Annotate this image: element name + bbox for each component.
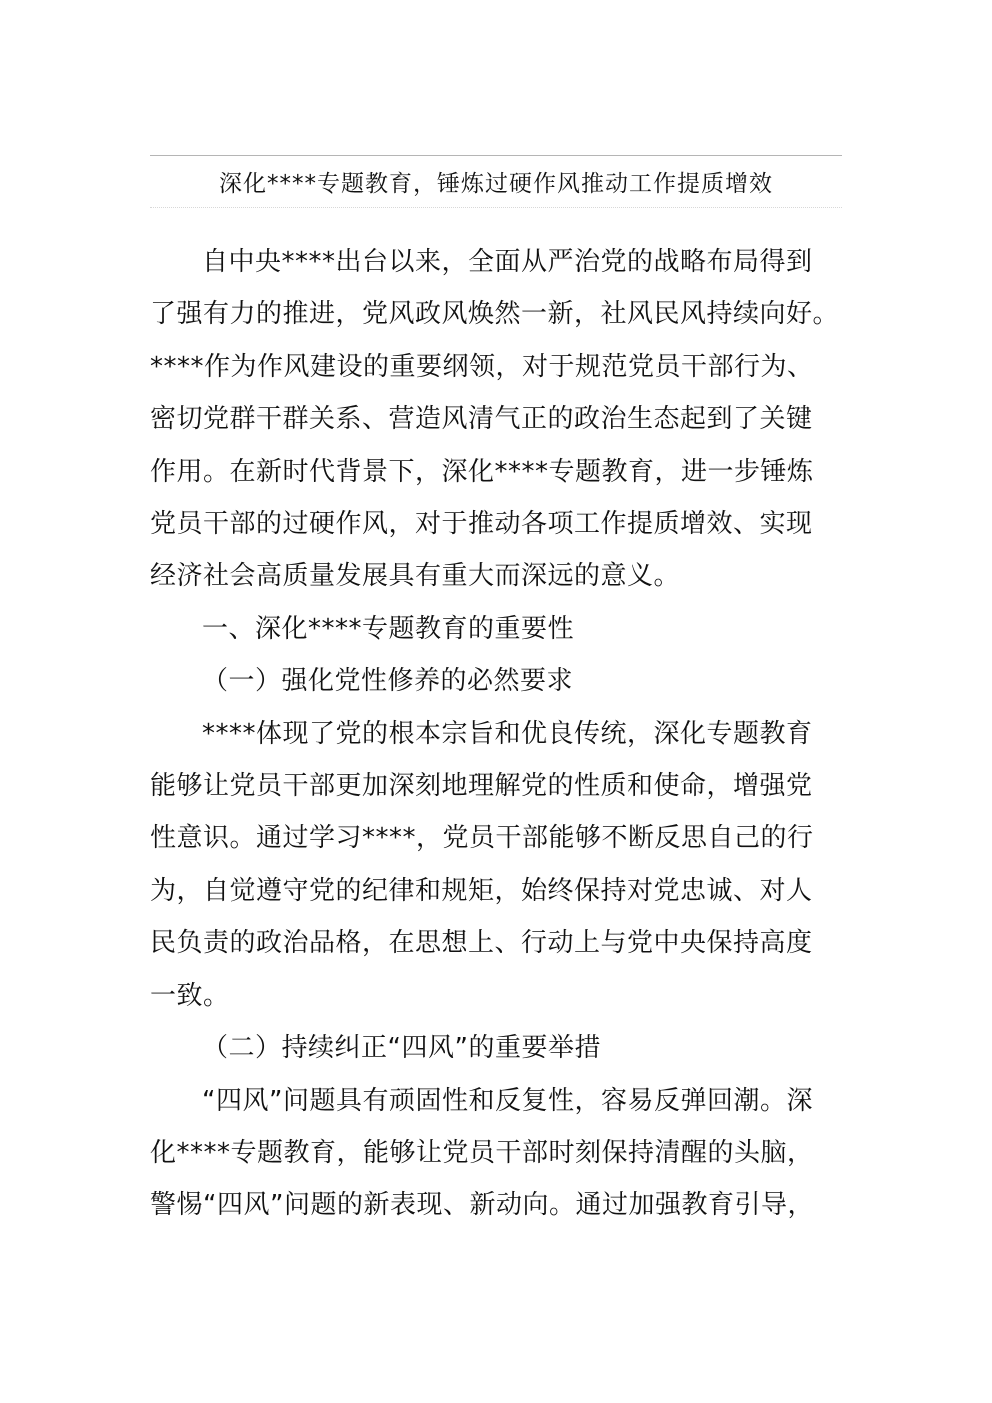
- paragraph-line: 为，自觉遵守党的纪律和规矩，始终保持对党忠诚、对人: [150, 875, 813, 906]
- document-title: 深化****专题教育，锤炼过硬作风推动工作提质增效: [219, 171, 773, 197]
- header-bottom-rule: [150, 207, 842, 208]
- paragraph-line: ****体现了党的根本宗旨和优良传统，深化专题教育: [202, 718, 813, 749]
- intro-line: 党员干部的过硬作风，对于推动各项工作提质增效、实现: [150, 509, 813, 540]
- paragraph-line: 民负责的政治品格，在思想上、行动上与党中央保持高度: [150, 928, 813, 959]
- intro-paragraph: [150, 236, 840, 603]
- paragraph-line: “四风”问题具有顽固性和反复性，容易反弹回潮。深: [202, 1085, 813, 1116]
- subsection-paragraph: [150, 1075, 840, 1232]
- subsection-heading: （一）强化党性修养的必然要求: [202, 666, 574, 697]
- header-top-rule: [150, 155, 842, 156]
- intro-line: 自中央****出台以来，全面从严治党的战略布局得到: [202, 247, 813, 277]
- document-body: [150, 236, 840, 1232]
- intro-line: 作用。在新时代背景下，深化****专题教育，进一步锤炼: [150, 456, 814, 487]
- paragraph-line: 化****专题教育，能够让党员干部时刻保持清醒的头脑，: [150, 1137, 814, 1168]
- paragraph-line: 性意识。通过学习****，党员干部能够不断反思自己的行: [150, 823, 814, 854]
- section-heading: 一、深化****专题教育的重要性: [202, 613, 575, 644]
- intro-line: ****作为作风建设的重要纲领，对于规范党员干部行为、: [150, 351, 814, 382]
- paragraph-line: 能够让党员干部更加深刻地理解党的性质和使命，增强党: [150, 771, 813, 802]
- subsection-heading: （二）持续纠正“四风”的重要举措: [202, 1033, 601, 1064]
- paragraph-line: 一致。: [150, 980, 230, 1011]
- paragraph-line: 警惕“四风”问题的新表现、新动向。通过加强教育引导，: [150, 1190, 814, 1221]
- intro-line: 经济社会高质量发展具有重大而深远的意义。: [150, 561, 681, 592]
- subsection-paragraph: [150, 708, 840, 1022]
- intro-line: 密切党群干群关系、营造风清气正的政治生态起到了关键: [150, 404, 813, 435]
- intro-line: 了强有力的推进，党风政风焕然一新，社风民风持续向好。: [150, 299, 840, 330]
